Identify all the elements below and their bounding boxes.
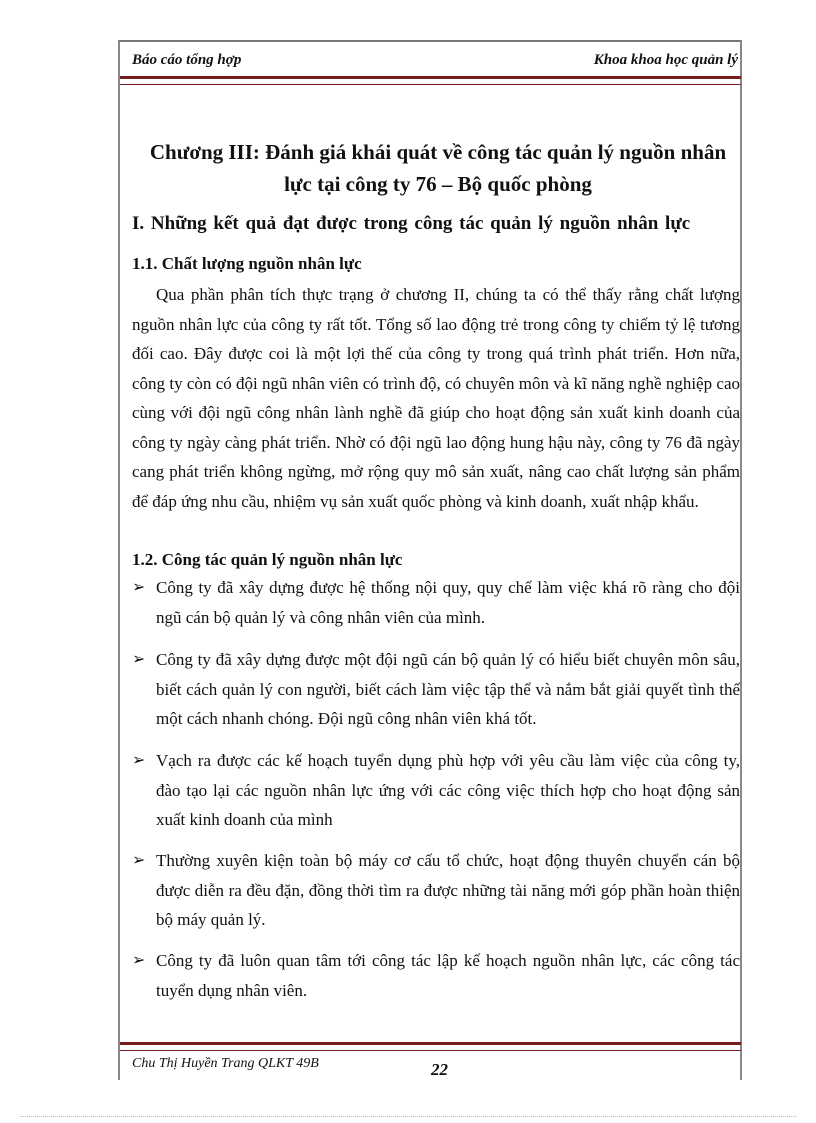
subsection-1-paragraph: Qua phần phân tích thực trạng ở chương II, chúng ta có thể thấy rằng chất lượng nguồn nhân lực của công ty rất tốt. Tổng số lao động trẻ trong công ty chiếm tỷ lệ tương đối cao. Đây được coi là một lợi thế của công ty trong quá trình phát triển. Hơn nữa, công ty còn có đội ngũ nhân viên có trình độ, có chuyên môn và kĩ năng nghề nghiệp cao cùng với đội ngũ công nhân lành nghề đã giúp cho hoạt động sản xuất kinh doanh của công ty ngày càng phát triển. Nhờ có đội ngũ lao động hung hậu này, công ty 76 đã ngày cang phát triển không ngừng, mở rộng quy mô sản xuất, nâng cao chất lượng sản phẩm để đáp ứng nhu cầu, nhiệm vụ sản xuất quốc phòng và kinh doanh, xuất nhập khẩu.	[132, 285, 740, 511]
page-bottom-edge	[20, 1116, 796, 1117]
bullet-item	[132, 746, 740, 835]
arrow-bullet-icon: ➢	[132, 852, 146, 869]
bullet-item	[132, 846, 740, 935]
footer-divider	[120, 1042, 741, 1051]
subsection-1-heading: 1.1. Chất lượng nguồn nhân lực	[132, 254, 362, 273]
chapter-title-line-2: lực tại công ty 76 – Bộ quốc phòng	[284, 172, 592, 196]
bullet-text: Công ty đã xây dựng được hệ thống nội quy, quy chế làm việc khá rõ ràng cho đội ngũ cán bộ quản lý và công nhân viên của mình.	[156, 578, 740, 627]
bullet-item	[132, 573, 740, 632]
bullet-item	[132, 946, 740, 1005]
page-number: 22	[431, 1060, 448, 1079]
bullet-text: Vạch ra được các kế hoạch tuyển dụng phù hợp với yêu cầu làm việc của công ty, đào tạo lại các nguồn nhân lực ứng với các công việc thích hợp cho hoạt động sản xuất kinh doanh của mình	[156, 751, 740, 829]
arrow-bullet-icon: ➢	[132, 952, 146, 969]
chapter-title-line-1: Chương III: Đánh giá khái quát về công tác quản lý nguồn nhân	[149, 140, 727, 164]
bullet-text: Công ty đã xây dựng được một đội ngũ cán bộ quản lý có hiểu biết chuyên môn sâu, biết cách quản lý con người, biết cách làm việc tập thể và nắm bắt giải quyết tình thế một cách nhanh chóng. Đội ngũ công nhân viên khá tốt.	[156, 650, 740, 728]
section-heading: I. Những kết quả đạt được trong công tác quản lý nguồn nhân lực	[132, 213, 691, 234]
arrow-bullet-icon: ➢	[132, 752, 146, 769]
footer-author: Chu Thị Huyền Trang QLKT 49B	[132, 1056, 319, 1071]
header-faculty: Khoa khoa học quản lý	[593, 52, 738, 68]
bullet-text: Thường xuyên kiện toàn bộ máy cơ cấu tổ chức, hoạt động thuyên chuyển cán bộ được diễn ra đều đặn, đồng thời tìm ra được những tài năng mới góp phần hoàn thiện bộ máy quản lý.	[156, 851, 740, 929]
subsection-2-heading: 1.2. Công tác quản lý nguồn nhân lực	[132, 550, 403, 569]
arrow-bullet-icon: ➢	[132, 651, 146, 668]
header-divider	[120, 76, 741, 85]
bullet-item	[132, 645, 740, 734]
arrow-bullet-icon: ➢	[132, 579, 146, 596]
bullet-text: Công ty đã luôn quan tâm tới công tác lập kế hoạch nguồn nhân lực, các công tác tuyển dụng nhân viên.	[156, 951, 740, 1000]
page-header	[132, 52, 738, 69]
chapter-title	[128, 136, 748, 200]
header-report-title: Báo cáo tổng hợp	[132, 52, 242, 68]
